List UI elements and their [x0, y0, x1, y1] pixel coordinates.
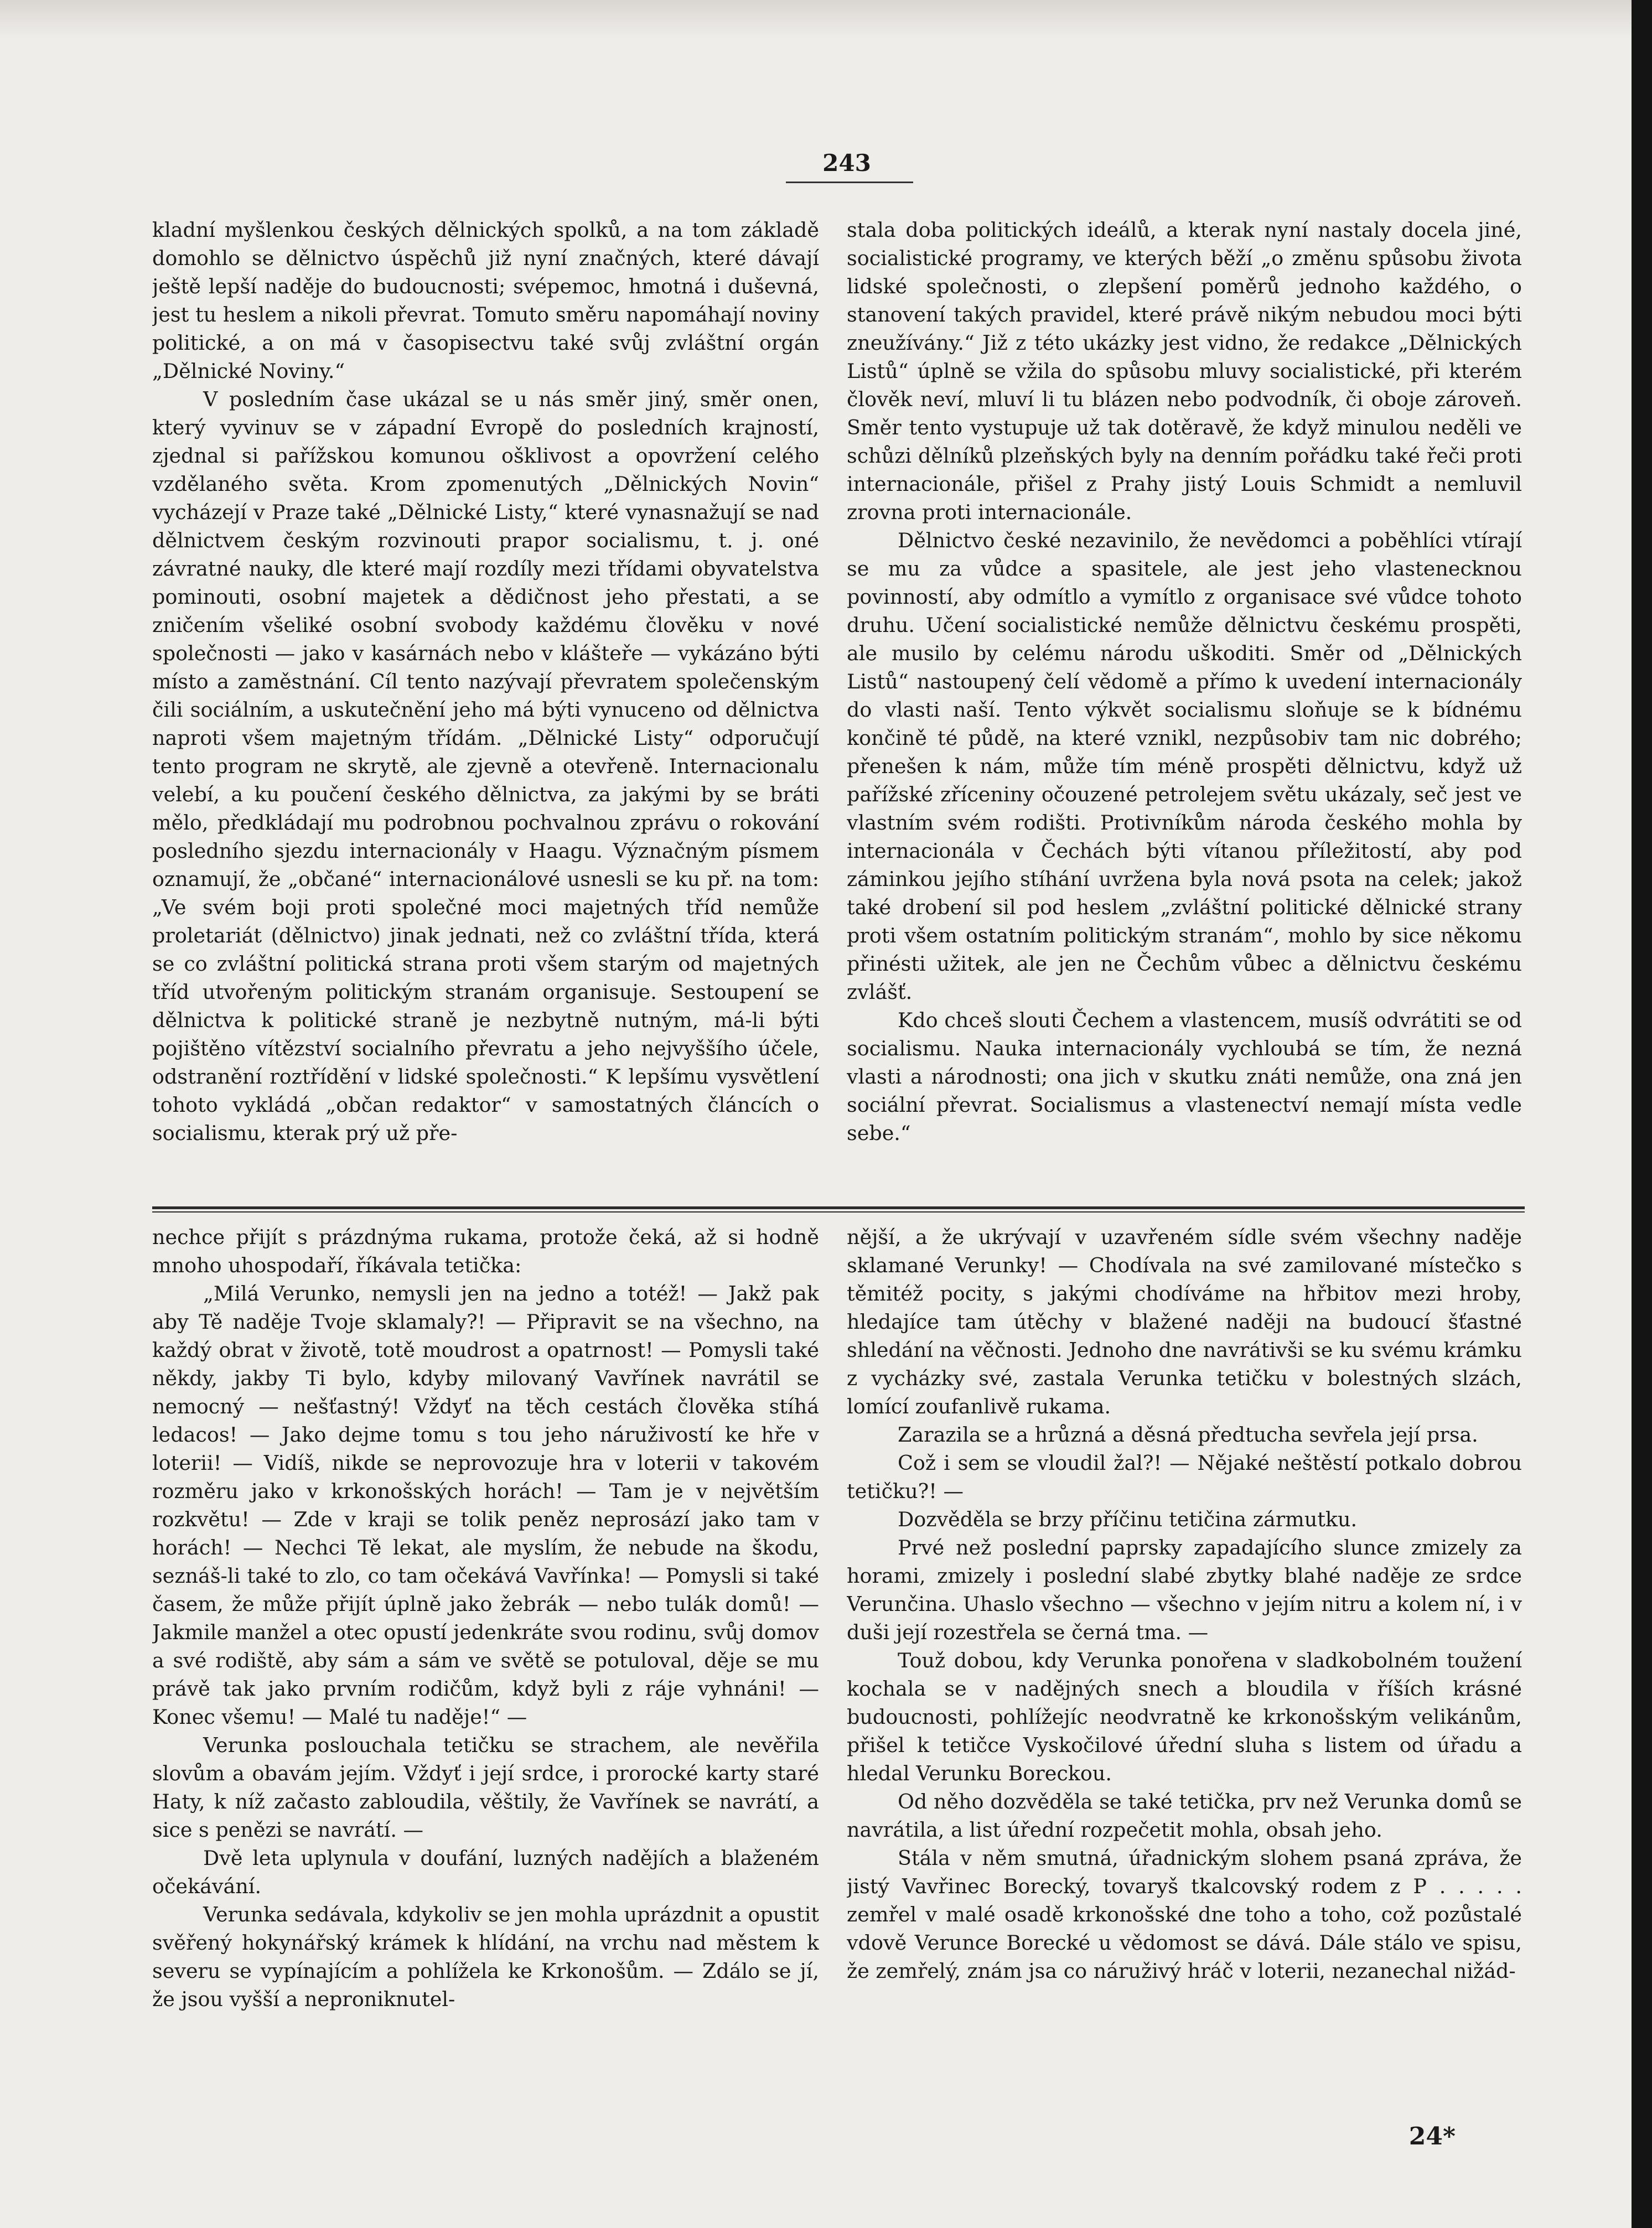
story-paragraph: Od něho dozvěděla se také tetička, prv než Verunka domů se navrátila, a list úřední rozpečetit mohla, obsah jeho.: [847, 1790, 1522, 1842]
story-paragraph: Prvé než poslední paprsky zapadajícího slunce zmizely za horami, zmizely i poslední slabé zbytky blahé naděje ze srdce Verunčina. Uhaslo všechno — všechno v jejím nitru a kolem ní, i v duši její rozestřela se černá tma. —: [847, 1536, 1522, 1644]
story-paragraph: Což i sem se vloudil žal?! — Nějaké neštěstí potkalo dobrou tetičku?! —: [847, 1451, 1522, 1503]
article-paragraph: Dělnictvo české nezavinilo, že nevědomci a poběhlíci vtírají se mu za vůdce a spasitele, ale jest jeho vlastenecknou povinností, aby odmítlo a vymítlo z organisace své vůdce tohoto druhu. Učení socialistické nemůže dělnictvu českému prospěti, ale musilo by celému národu uškoditi. Směr od „Dělnických Listů“ nastoupený čelí vědomě a přímo k uvedení internacionály do vlasti naší. Tento výkvět socialismu sloňuje se k bídnému končině té půdě, na které vznikl, nezpůsobiv tam nic dobrého; přenešen k nám, může tím méně prospěti dělnictvu, když už pařížské zříceniny očouzené petrolejem světu ukázaly, seč jest ve vlastním svém rodišti. Protivníkům národa českého mohla by internacionála v Čechách býti vítanou příležitostí, aby pod záminkou jejího stíhání uvržena byla nová psota na celek; jakož také drobení sil pod heslem „zvláštní politické dělnické strany proti všem ostatním politickým stranám“, mohlo by sice někomu přinésti užitek, ale jen ne Čechům vůbec a dělnictvu českému zvlášť.: [847, 528, 1522, 1004]
article-column-left: [152, 216, 819, 1209]
page-number-rule: [786, 182, 913, 183]
story-column-right: [847, 1223, 1522, 2120]
story-paragraph: Verunka poslouchala tetičku se strachem, ale nevěřila slovům a obavám jejím. Vždyť i její srdce, i prorocké karty staré Haty, k níž začasto zabloudila, věštily, že Vavřínek se navrátí, a sice s penězi se navrátí. —: [152, 1733, 819, 1842]
section-divider-thin: [152, 1211, 1525, 1213]
scan-edge-band: [1632, 0, 1652, 2228]
article-column-right: [847, 216, 1522, 1209]
article-paragraph: kladní myšlenkou českých dělnických spolků, a na tom základě domohlo se dělnictvo úspěchů již nyní značných, které dávají ještě lepší naděje do budoucnosti; svépemoc, hmotná i duševná, jest tu heslem a nikoli převrat. Tomuto směru napomáhají noviny politické, a on má v časopisectvu také svůj zvláštní orgán „Dělnické Noviny.“: [152, 218, 819, 383]
page-top-shadow: [0, 0, 1632, 39]
article-paragraph: Kdo chceš slouti Čechem a vlastencem, musíš odvrátiti se od socialismu. Nauka internacionály vychloubá se tím, že nezná vlasti a národnosti; ona jich v skutku znáti nemůže, ona zná jen sociální převrat. Socialismus a vlastenectví nemají místa vedle sebe.“: [847, 1008, 1522, 1145]
article-paragraph: V posledním čase ukázal se u nás směr jiný, směr onen, který vyvinuv se v západní Evropě do posledních krajností, zjednal si pařížskou komunou ošklivost a opovržení celého vzdělaného světa. Krom zpomenutých „Dělnických Novin“ vycházejí v Praze také „Dělnické Listy,“ které vynasnažují se nad dělnictvem českým rozvinouti prapor socialismu, t. j. oné závratné nauky, dle které mají rozdíly mezi třídami obyvatelstva pominouti, osobní majetek a dědičnost jeho přestati, a se zničením všeliké osobní svobody každému člověku v nové společnosti — jako v kasárnách nebo v klášteře — vykázáno býti místo a zaměstnání. Cíl tento nazývají převratem společenským čili sociálním, a uskutečnění jeho má býti vynuceno od dělnictva naproti všem majetným třídám. „Dělnické Listy“ odporučují tento program ne skrytě, ale zjevně a otevřeně. Internacionalu velebí, a ku poučení českého dělnictva, za jakými by se bráti mělo, předkládají mu podrobnou pochvalnou zprávu o rokování posledního sjezdu internacionály v Haagu. Význačným písmem oznamují, že „občané“ internacionálové usnesli se ku př. na tom: „Ve svém boji proti společné moci majetných tříd nemůže proletariát (dělnictvo) jinak jednati, než co zvláštní třída, která se co zvláštní politická strana proti všem starým od majetných tříd utvořeným politickým stranám organisuje. Sestoupení se dělnictva k politické straně je nezbytně nutným, má-li býti pojištěno vítězství socialního převratu a jeho nejvyššího účele, odstranění roztřídění v lidské společnosti.“ K lepšímu vysvětlení tohoto vykládá „občan redaktor“ v samostatných článcích o socialismu, kterak prý už pře-: [152, 387, 819, 1145]
story-paragraph: Zarazila se a hrůzná a děsná předtucha sevřela její prsa.: [898, 1423, 1478, 1447]
article-paragraph: stala doba politických ideálů, a kterak nyní nastaly docela jiné, socialistické programy, ve kterých běží „o změnu spůsobu života lidské společnosti, o zlepšení poměrů jednoho každého, o stanovení takých pravidel, které právě nikým nebudou moci býti zneužívány.“ Již z této ukázky jest vidno, že redakce „Dělnických Listů“ úplně se vžila do spůsobu mluvy socialistické, při kterém člověk neví, mluví li tu blázen nebo podvodník, či oboje zároveň. Směr tento vystupuje už tak dotěravě, že když minulou neděli ve schůzi dělníků plzeňských byly na denním pořádku také řeči proti internacionále, přišel z Prahy jistý Louis Schmidt a nemluvil zrovna proti internacionále.: [847, 218, 1522, 524]
story-column-left: [152, 1223, 819, 2120]
story-paragraph: Stála v něm smutná, úřadnickým slohem psaná zpráva, že jistý Vavřinec Borecký, tovaryš tkalcovský rodem z P . . . . . zemřel v malé osadě krkonošské dne toho a toho, což pozůstalé vdově Verunce Borecké u vědomost se dává. Dále stálo ve spisu, že zemřelý, znám jsa co náruživý hráč v loterii, nezanechal nižád-: [847, 1846, 1522, 1983]
story-paragraph: Dozvěděla se brzy příčinu tetičina zármutku.: [898, 1507, 1358, 1531]
story-paragraph: Touž dobou, kdy Verunka ponořena v sladkobolném toužení kochala se v nadějných snech a bloudila v říších krásné budoucnosti, pohlížejíc neodvratně ke krkonošským velikánům, přišel k tetičce Vyskočilové úřední sluha s listem od úřadu a hledal Verunku Boreckou.: [847, 1649, 1522, 1785]
sheet-signature: 24*: [1408, 2122, 1456, 2151]
story-paragraph: „Milá Verunko, nemysli jen na jedno a totéž! — Jakž pak aby Tě naděje Tvoje sklamaly?! — Připravit se na všechno, na každý obrat v životě, totě moudrost a opatrnost! — Pomysli také někdy, jakby Ti bylo, kdyby milovaný Vavřínek navrátil se nemocný — nešťastný! Vždyť na těch cestách člověka stíhá ledacos! — Jako dejme tomu s tou jeho náruživostí ke hře v loterii! — Vidíš, nikde se neprovozuje hra v loterii v takovém rozměru jako v krkonošských horách! — Tam je v největším rozkvětu! — Zde v kraji se tolik peněz neprosází jako tam v horách! — Nechci Tě lekat, ale myslím, že nebude na škodu, seznáš-li také to zlo, co tam očekává Vavřínka! — Pomysli si také časem, že může přijít úplně jako žebrák — nebo tulák domů! — Jakmile manžel a otec opustí jedenkráte svou rodinu, svůj domov a své rodiště, aby sám a sám ve světě se potuloval, děje se mu právě tak jako prvním rodičům, když byli z ráje vyhnáni! — Konec všemu! — Malé tu naděje!“ —: [152, 1282, 819, 1729]
page-number: 243: [822, 149, 871, 177]
story-paragraph: Dvě leta uplynula v doufání, luzných nadějích a blaženém očekávání.: [152, 1846, 819, 1898]
story-paragraph: Verunka sedávala, kdykoliv se jen mohla uprázdnit a opustit svěřený hokynářský krámek k hlídání, na vrchu nad městem k severu se vypínajícím a pohlížela ke Krkonošům. — Zdálo se jí, že jsou vyšší a neproniknutel-: [152, 1903, 819, 2011]
story-paragraph: nější, a že ukrývají v uzavřeném sídle svém všechny naděje sklamané Verunky! — Chodívala na své zamilované místečko s těmitéž pocity, s jakými chodíváme na hřbitov mezi hroby, hledajíce tam útěchy v blažené naději na budoucí šťastné shledání na věčnosti. Jednoho dne navrátivši se ku svému krámku z vycházky své, zastala Verunka tetičku v bolestných slzách, lomící zoufanlivě rukama.: [847, 1225, 1522, 1418]
section-divider: [152, 1206, 1525, 1209]
story-paragraph: nechce přijít s prázdnýma rukama, protože čeká, až si hodně mnoho uhospodaří, říkávala tetička:: [152, 1225, 819, 1277]
